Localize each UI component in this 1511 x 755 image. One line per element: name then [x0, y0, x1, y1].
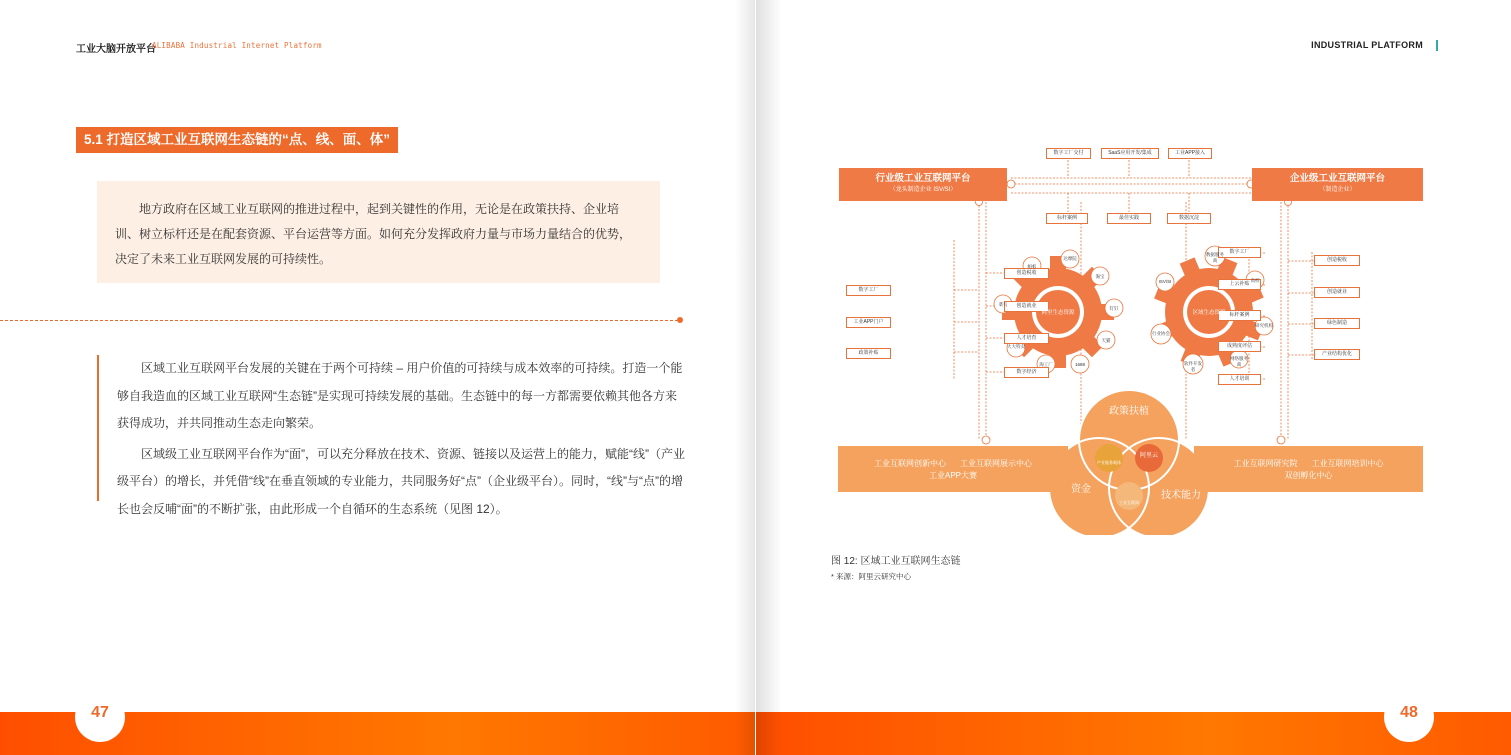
bottom-left-line: 工业互联网创新中心 — [874, 459, 946, 468]
divider-dotted — [0, 320, 678, 321]
tag-right-outer: 上云补贴 — [1218, 279, 1261, 290]
page-number: 48 — [1384, 692, 1434, 742]
gear-left-label: 阿里生态资源 — [1041, 310, 1075, 316]
tag-top: 数字工厂交付 — [1046, 148, 1091, 159]
satellite: ISV/SI — [1158, 279, 1172, 284]
right-page — [756, 0, 1511, 755]
paragraph: 区域工业互联网平台发展的关键在于两个可持续 – 用户价值的可持续与成本效率的可持续。打造一个能够自我造血的区域工业互联网“生态链”是实现可持续发展的基础。生态链中的每一方都需要依赖其他各方来获得成功，并共同推动生态走向繁荣。 — [117, 361, 683, 430]
intro-box — [97, 181, 660, 283]
ecosystem-diagram — [836, 140, 1426, 535]
satellite: 高校 — [1250, 278, 1260, 283]
tag-right-inner: 绿色制造 — [1314, 318, 1360, 329]
figure-caption: 图 12: 区域工业互联网生态链 — [831, 556, 961, 567]
bottom-right-line: 双创孵化中心 — [1284, 471, 1333, 480]
satellite: 达摩院 — [1063, 256, 1077, 261]
enterprise-platform-box — [1252, 168, 1423, 201]
paragraph: 区域级工业互联网平台作为“面”，可以充分释放在技术、资源、链接以及运营上的能力，赋能“线”（产业级平台）的增长，并凭借“线”在垂直领域的专业能力，共同服务好“点”（企业级平台）。同时，“线”与“点”的增长也会反哺“面”的不断扩张，由此形成一个自循环的生态系统（见图 12）。 — [117, 446, 685, 516]
industry-platform-title: 行业级工业互联网平台 — [875, 173, 971, 184]
tag-mid: 标杆案例 — [1046, 213, 1088, 224]
header-title: 工业大脑开放平台 — [76, 44, 156, 55]
satellite: 数据服务商 — [1206, 252, 1224, 263]
left-page — [0, 0, 755, 755]
bottom-left-line: 工业APP大赛 — [928, 471, 977, 480]
venn-top-label: 政策扶植 — [1109, 406, 1149, 417]
section-title: 5.1 打造区域工业互联网生态链的“点、线、面、体” — [76, 127, 398, 153]
tag-right-inner: 创造就业 — [1314, 287, 1360, 298]
tag-top: 工业APP接入 — [1168, 148, 1212, 159]
venn-center-bottom: 工业互联网 — [1119, 500, 1139, 505]
bottom-right-band — [1194, 446, 1423, 492]
gutter-shadow — [735, 0, 755, 755]
satellite: 天猫 — [1101, 338, 1111, 343]
venn-center-right: 阿里云 — [1139, 453, 1158, 459]
tag-left-inner: 数字经济 — [1004, 367, 1049, 378]
industry-platform-sub: （龙头制造企业 ISV/SI） — [889, 187, 957, 193]
header-right-title: INDUSTRIAL PLATFORM — [1311, 40, 1423, 50]
tag-left-inner: 人才培育 — [1004, 333, 1049, 344]
satellite: 淘宝 — [1095, 274, 1105, 279]
tag-right-outer: 标杆案例 — [1218, 310, 1261, 321]
tag-left-inner: 创造就业 — [1004, 301, 1049, 312]
satellite: 钉钉 — [1109, 306, 1119, 311]
tag-left-inner: 创造税收 — [1004, 268, 1049, 279]
tag-left-outer: 政策补贴 — [846, 348, 891, 359]
satellite: 菜鸟 — [998, 302, 1008, 307]
header-subtitle: ALIBABA Industrial Internet Platform — [152, 41, 322, 50]
venn-left-label: 资金 — [1071, 484, 1091, 495]
tag-left-outer: 工业APP门户 — [846, 317, 891, 328]
venn-center-left: 产业服务载体 — [1097, 460, 1121, 465]
tag-right-inner: 创造税收 — [1314, 255, 1360, 266]
satellite: 软件开发者 — [1184, 361, 1202, 372]
tag-right-outer: 人才培训 — [1218, 374, 1261, 385]
satellite: 蚂蚁 — [1027, 264, 1037, 269]
tag-right-inner: 产业结构优化 — [1314, 349, 1360, 360]
industry-platform-box — [839, 168, 1007, 201]
satellite: 行业协会 — [1152, 331, 1170, 336]
bottom-left-band — [838, 446, 1068, 492]
venn-right-label: 技术能力 — [1161, 490, 1201, 501]
satellite: 1688 — [1074, 362, 1085, 367]
bottom-left-line: 工业互联网展示中心 — [960, 459, 1032, 468]
satellite: 网络服务商 — [1230, 356, 1248, 367]
satellite: 研究机构 — [1255, 323, 1273, 328]
tag-left-outer: 数字工厂 — [846, 285, 891, 296]
bottom-right-line: 工业互联网培训中心 — [1311, 459, 1384, 468]
body-text — [97, 355, 687, 516]
satellite: 淘工厂 — [1039, 362, 1053, 367]
figure-source: * 来源：阿里云研究中心 — [831, 572, 912, 581]
tag-right-outer: 数字工厂 — [1218, 247, 1261, 258]
satellite: 大大特卖 — [1007, 344, 1025, 349]
page-number: 47 — [75, 692, 125, 742]
enterprise-platform-sub: （制造企业） — [1319, 187, 1356, 193]
gear-right-label: 区域生态资源 — [1192, 310, 1226, 316]
enterprise-platform-title: 企业级工业互联网平台 — [1289, 173, 1385, 184]
tag-mid: 最佳实践 — [1107, 213, 1151, 224]
intro-text: 地方政府在区域工业互联网的推进过程中，起到关键性的作用，无论是在政策扶持、企业培训、树立标杆还是在配套资源、平台运营等方面。如何充分发挥政府力量与市场力量结合的优势，决定了未来工业互联网发展的可持续性。 — [115, 202, 632, 266]
tag-right-outer: 成熟度评估 — [1218, 341, 1261, 352]
tag-top: SaaS应用开发/集成 — [1101, 148, 1159, 159]
header-accent-bar — [1436, 40, 1438, 51]
divider-dot — [677, 317, 683, 323]
bottom-right-line: 工业互联网研究院 — [1233, 459, 1298, 468]
tag-mid: 数据沉淀 — [1167, 213, 1211, 224]
gutter-shadow — [756, 0, 782, 755]
